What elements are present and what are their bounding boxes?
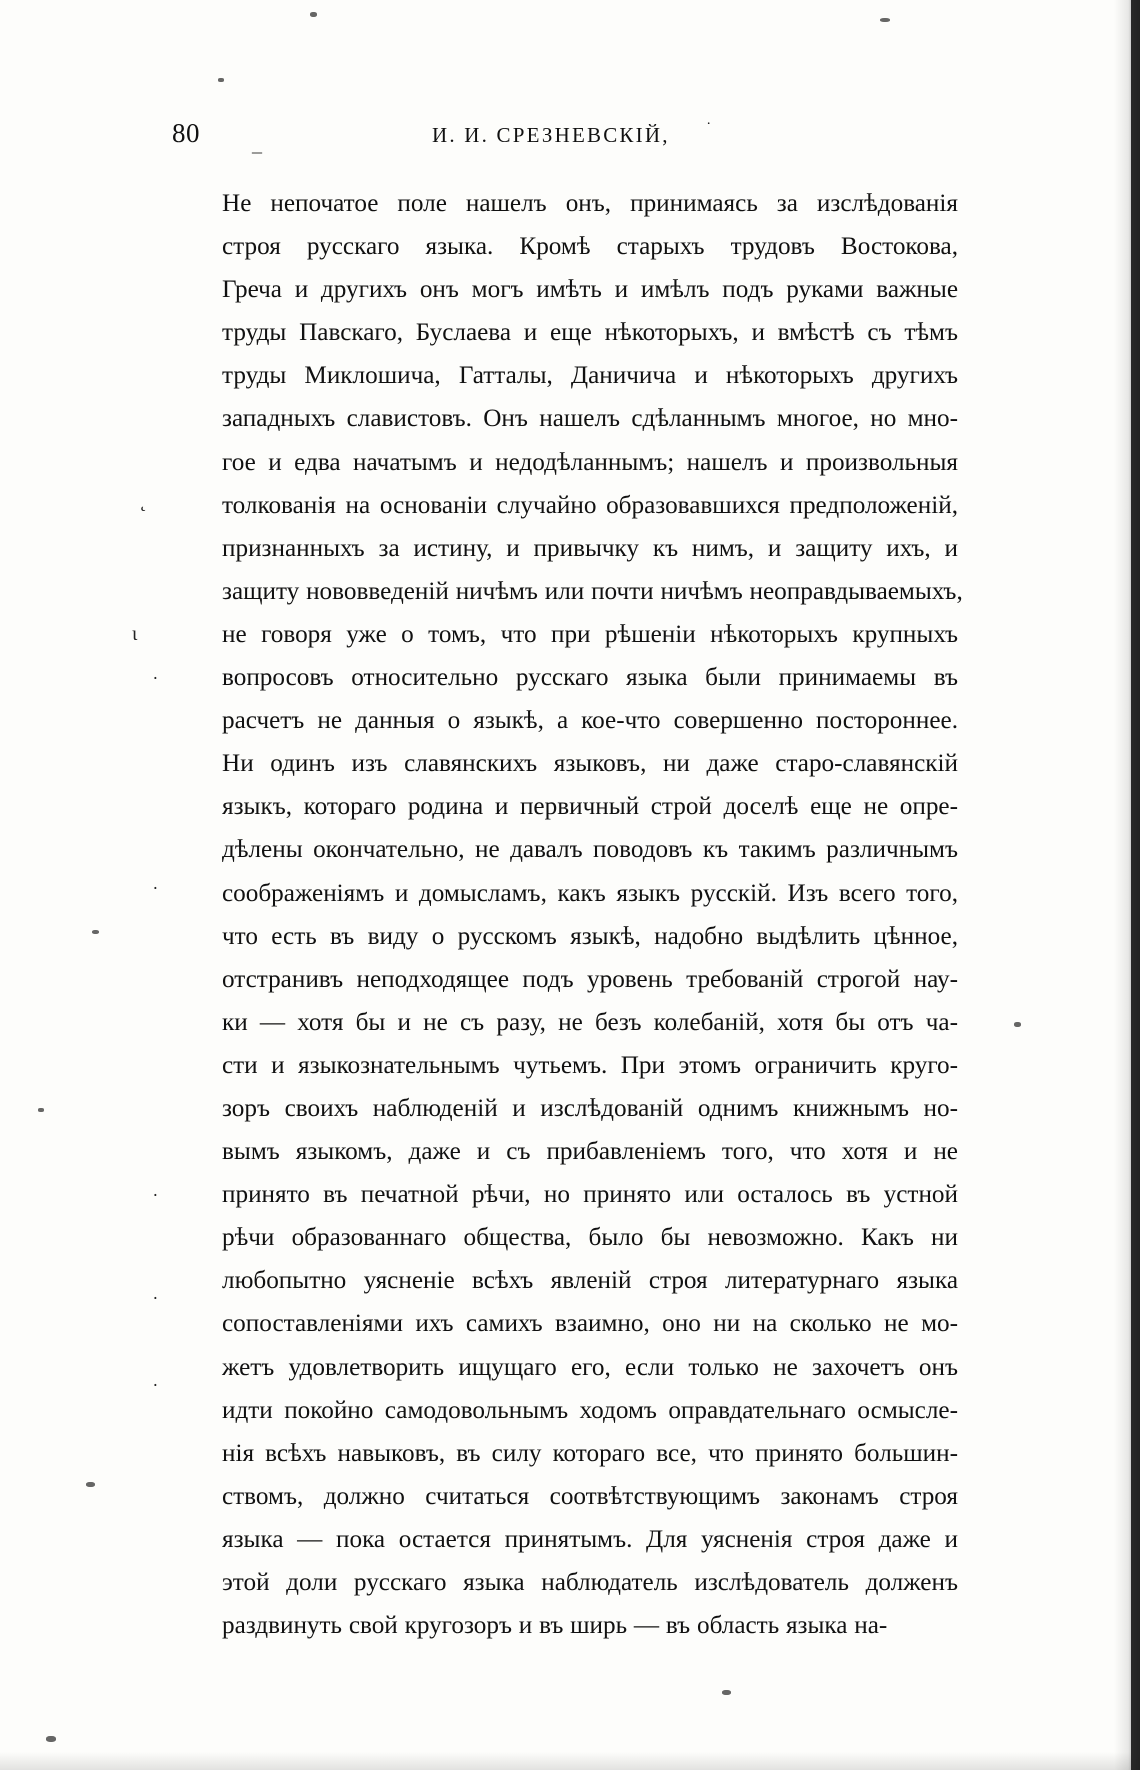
- text-line: расчетъ не данныя о языкѣ, а кое-что совершенно постороннее.: [222, 707, 958, 735]
- running-head-mark: ˙: [706, 120, 712, 137]
- text-line: языка — пока остается принятымъ. Для уясненія строя даже и: [222, 1525, 958, 1553]
- text-line: защиту нововведеній ничѣмъ или почти ничѣмъ неоправдываемыхъ,: [222, 577, 963, 605]
- margin-mark: ˙: [152, 1190, 159, 1212]
- text-line: дѣлены окончательно, не давалъ поводовъ къ такимъ различнымъ: [222, 836, 958, 864]
- margin-mark: ɩ: [132, 623, 138, 645]
- body-text: [168, 182, 963, 1647]
- page-number-mark: _: [252, 134, 262, 156]
- text-line: Не непочатое поле нашелъ онъ, принимаясь за изслѣдованія: [222, 190, 958, 217]
- text-line: Греча и другихъ онъ могъ имѣть и имѣлъ подъ руками важные: [222, 276, 958, 304]
- text-line: зоръ своихъ наблюденій и изслѣдованій однимъ книжнымъ но-: [222, 1094, 958, 1122]
- running-head: И. И. СРЕЗНЕВСКІЙ,: [432, 123, 670, 147]
- text-line: строя русскаго языка. Кромѣ старыхъ трудовъ Востокова,: [222, 233, 958, 261]
- text-line: труды Павскаго, Буслаева и еще нѣкоторыхъ, и вмѣстѣ съ тѣмъ: [222, 319, 958, 347]
- text-line: толкованія на основаніи случайно образовавшихся предположеній,: [222, 491, 958, 519]
- page-bottom-shadow: [0, 1752, 1140, 1770]
- margin-mark: ˛: [140, 490, 147, 512]
- text-line: нія всѣхъ навыковъ, въ силу котораго все, что принято большин-: [222, 1439, 958, 1467]
- text-line: принято въ печатной рѣчи, но принято или осталось въ устной: [222, 1181, 958, 1209]
- paragraph: [168, 182, 963, 1647]
- text-line: Ни одинъ изъ славянскихъ языковъ, ни даже старо-славянскій: [222, 750, 958, 778]
- text-line: рѣчи образованнаго общества, было бы невозможно. Какъ ни: [222, 1224, 958, 1252]
- margin-mark: ˙: [152, 883, 159, 905]
- margin-mark: ˙: [152, 673, 159, 695]
- text-line: жетъ удовлетворить ищущаго его, если только не захочетъ онъ: [222, 1353, 958, 1381]
- scan-speck: [218, 78, 224, 82]
- text-line: идти покойно самодовольнымъ ходомъ оправдательнаго осмысле-: [222, 1396, 958, 1424]
- text-line: соображеніямъ и домысламъ, какъ языкъ русскій. Изъ всего того,: [222, 879, 958, 907]
- scan-speck: [92, 930, 99, 934]
- page-number: 80: [172, 118, 200, 148]
- text-line: гое и едва начатымъ и недодѣланнымъ; нашелъ и произвольныя: [222, 448, 958, 476]
- scan-speck: [310, 12, 317, 17]
- scan-speck: [86, 1482, 95, 1487]
- text-line: не говоря уже о томъ, что при рѣшеніи нѣкоторыхъ крупныхъ: [222, 620, 958, 648]
- text-line: языкъ, котораго родина и первичный строй доселѣ еще не опре-: [222, 793, 958, 821]
- scan-speck: [1014, 1022, 1021, 1027]
- page-edge-bar: [1131, 0, 1140, 1770]
- text-line: любопытно уясненіе всѣхъ явленій строя литературнаго языка: [222, 1267, 958, 1295]
- margin-mark: ˙: [152, 1380, 159, 1402]
- text-line: раздвинуть свой кругозоръ и въ ширь — въ область языка на-: [222, 1612, 888, 1640]
- scan-speck: [880, 18, 890, 22]
- scan-speck: [38, 1108, 44, 1112]
- text-line: западныхъ славистовъ. Онъ нашелъ сдѣланнымъ многое, но мно-: [222, 405, 958, 433]
- text-line: ствомъ, должно считаться соотвѣтствующимъ законамъ строя: [222, 1482, 958, 1510]
- text-line: что есть въ виду о русскомъ языкѣ, надобно выдѣлить цѣнное,: [222, 922, 958, 950]
- text-line: ки — хотя бы и не съ разу, не безъ колебаній, хотя бы отъ ча-: [222, 1008, 958, 1036]
- scan-speck: [46, 1736, 56, 1742]
- text-line: сти и языкознательнымъ чутьемъ. При этомъ ограничить круго-: [222, 1051, 958, 1079]
- text-line: сопоставленіями ихъ самихъ взаимно, оно ни на сколько не мо-: [222, 1310, 958, 1338]
- text-line: отстранивъ неподходящее подъ уровень требованій строгой нау-: [222, 965, 958, 993]
- text-line: вопросовъ относительно русскаго языка были принимаемы въ: [222, 664, 958, 692]
- margin-mark: ˙: [152, 1293, 159, 1315]
- scan-speck: [722, 1690, 731, 1695]
- text-line: признанныхъ за истину, и привычку къ нимъ, и защиту ихъ, и: [222, 534, 958, 562]
- text-line: вымъ языкомъ, даже и съ прибавленіемъ того, что хотя и не: [222, 1138, 958, 1166]
- text-line: труды Миклошича, Гатталы, Даничича и нѣкоторыхъ другихъ: [222, 362, 958, 390]
- text-line: этой доли русскаго языка наблюдатель изслѣдователь долженъ: [222, 1569, 958, 1596]
